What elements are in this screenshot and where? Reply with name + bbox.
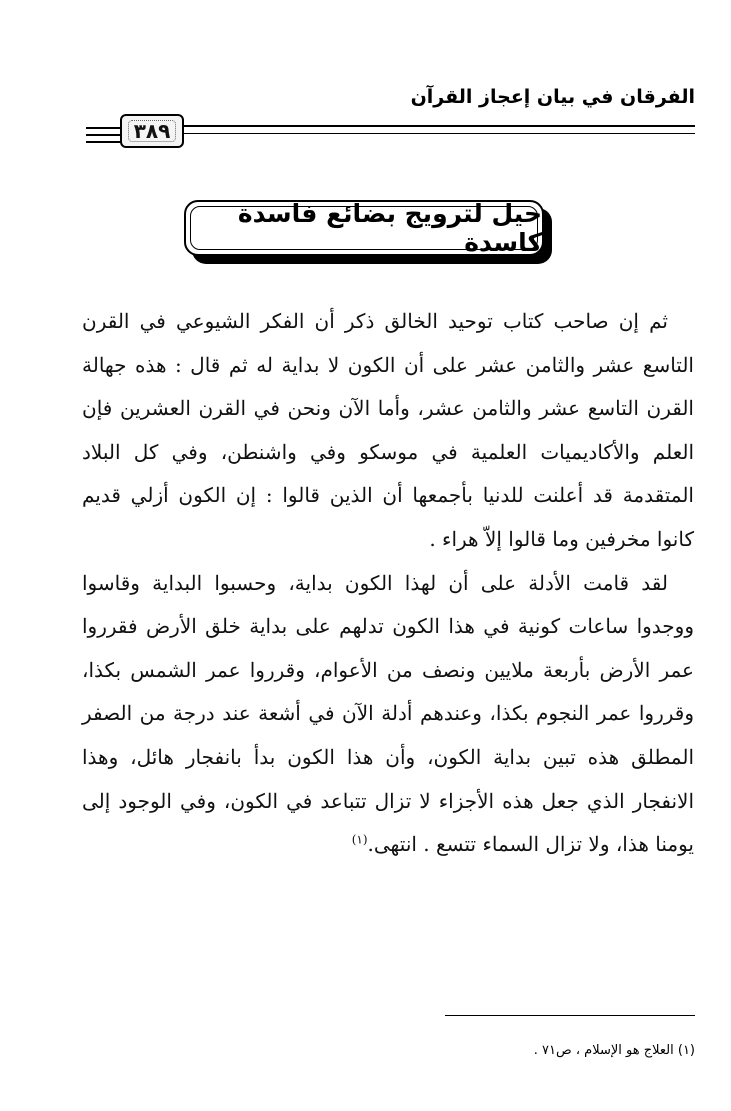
chapter-title: حيل لترويج بضائع فاسدة كاسدة <box>237 199 542 257</box>
paragraph <box>82 562 694 867</box>
header-rule <box>180 125 695 127</box>
header-rule-thin <box>180 133 695 134</box>
page-number <box>120 114 184 148</box>
ornament-rule <box>86 127 122 129</box>
paragraph-text: لقد قامت الأدلة على أن لهذا الكون بداية، وحسبوا البداية وقاسوا ووجدوا ساعات كونية في هذا الكون تدلهم على بداية خلق الأرض فقرروا عمر الأرض بأربعة ملايين ونصف من الأعوام، وقرروا عمر الشمس بكذا، وقرروا عمر النجوم بكذا، وعندهم أدلة الآن في أشعة عند درجة من الصفر المطلق هذه تبين بداية الكون، وأن هذا الكون بدأ بانفجار هائل، وهذا الانفجار الذي جعل هذه الأجزاء لا تزال تتباعد في الكون، وفي الوجود إلى يومنا هذا، ولا تزال السماء تتسع . انتهى. <box>82 570 694 857</box>
paragraph: ثم إن صاحب كتاب توحيد الخالق ذكر أن الفكر الشيوعي في القرن التاسع عشر والثامن عشر على أن الكون لا بداية له ثم قال : هذه جهالة القرن التاسع عشر والثامن عشر، وأما الآن ونحن في القرن العشرين فإن العلم والأكاديميات العلمية في موسكو وفي واشنطن، وفي كل البلاد المتقدمة قد أعلنت للدنيا بأجمعها أن الذين قالوا : إن الكون أزلي قديم كانوا مخرفين وما قالوا إلاّ هراء . <box>82 309 694 551</box>
page-number-text: ٣٨٩ <box>133 119 171 143</box>
chapter-title-box <box>184 200 544 256</box>
footnote-rule <box>445 1015 695 1016</box>
footnote-marker[interactable]: (١) <box>351 832 368 847</box>
running-title: الفرقان في بيان إعجاز القرآن <box>410 86 695 108</box>
body-text <box>82 300 694 867</box>
footnote: (١) العلاج هو الإسلام ، ص٧١ . <box>533 1043 695 1058</box>
ornament-rule <box>86 134 122 136</box>
ornament-rule <box>86 141 122 143</box>
